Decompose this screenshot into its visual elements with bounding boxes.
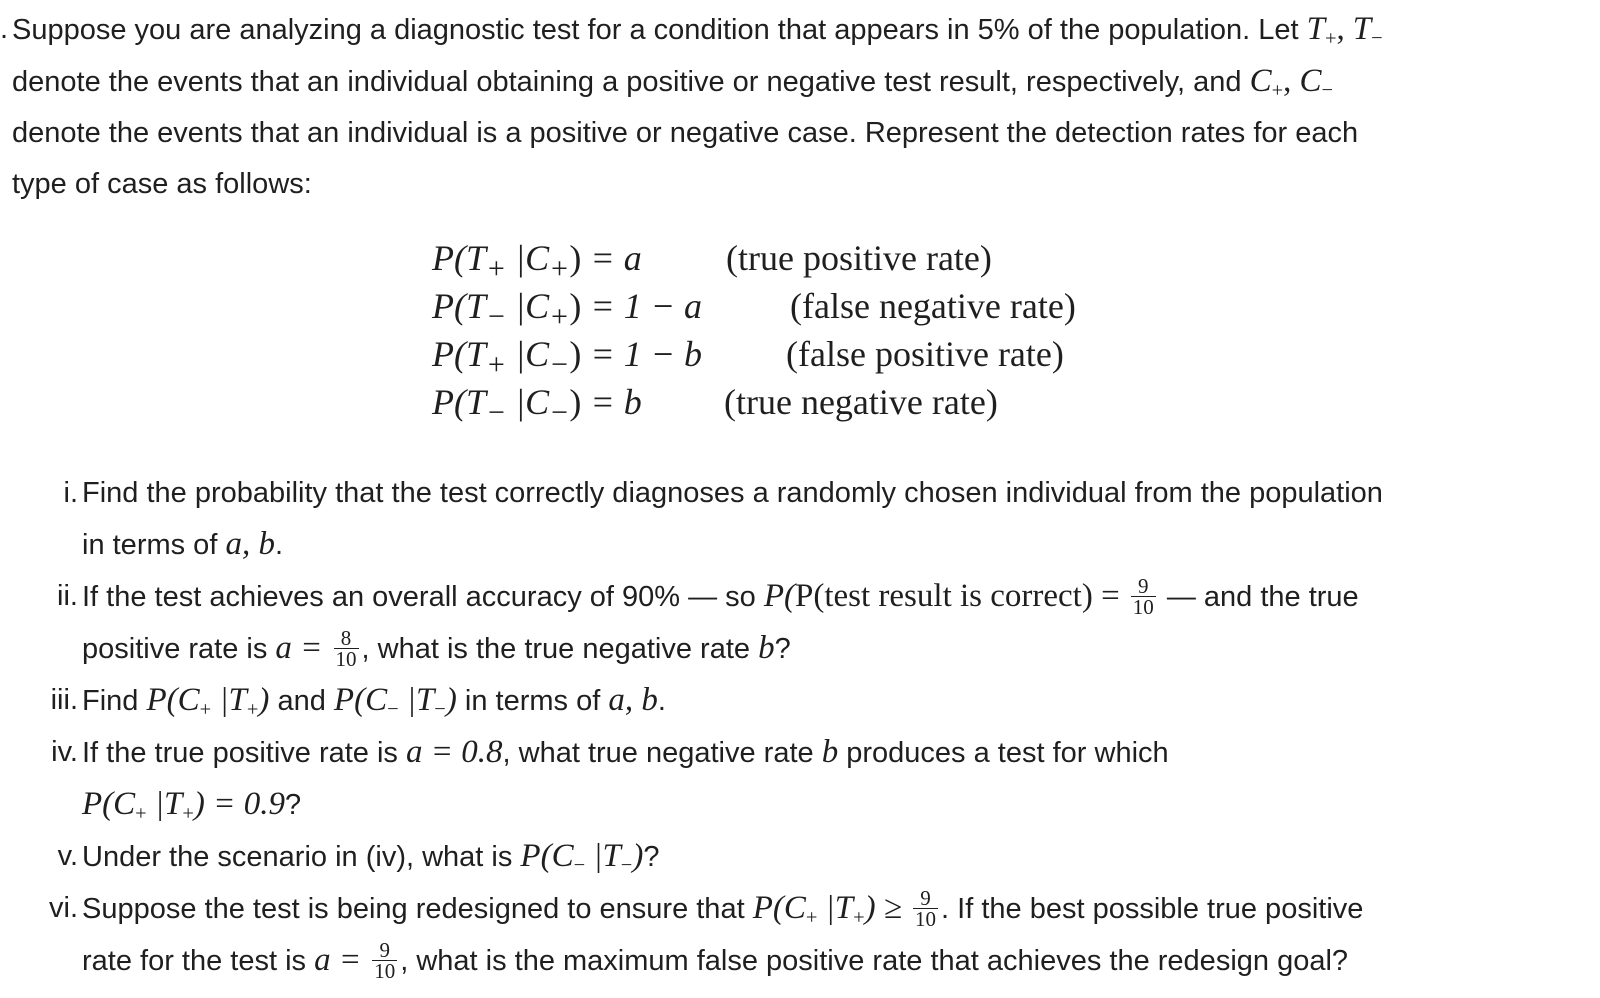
question-ii: ii. If the test achieves an overall accuracy of 90% — so P(P(test result is correct) = $\frac{9}{10}$ — and the true positive rate is a = $\frac{8}{10}$ , what is the true negative rate b? — [0, 571, 1560, 675]
intro-line-2: denote the events that an individual obtaining a positive or negative test result, respectively, and $C_+$, $C_-$ — [12, 63, 1333, 102]
question-vi: vi. Suppose the test is being redesigned to ensure that $P(C_+$ $|T_+$) ≥ $\frac{9}{10}$ . If the best possible true positive rate for the test is a = $\frac{9}{10}$ , what is the maximum false positive rate that achieves the redesign goal? — [0, 883, 1560, 987]
question-iv: iv. If the true positive rate is a = 0.8, what true negative rate b produces a test for which $P(C_+$ $|T_+) = 0.9$? — [0, 727, 1560, 831]
intro-line-1: Suppose you are analyzing a diagnostic test for a condition that appears in 5% of the population. Let $T_+$, $T_-$ — [12, 11, 1383, 50]
fraction-8-10: $\frac{8}{10}$ — [335, 625, 357, 671]
question-number: ii. — [57, 580, 78, 612]
fraction-9-10: $\frac{9}{10}$ — [374, 937, 396, 983]
question-number: v. — [57, 840, 78, 872]
math-C-plus: $C_+$ — [1249, 63, 1284, 102]
math-T-plus: $T_+$ — [1306, 11, 1337, 50]
intro-line-3: denote the events that an individual is a positive or negative case. Represent the detection rates for each — [12, 117, 1359, 149]
leading-punctuation: . — [0, 13, 9, 45]
question-i: i. Find the probability that the test correctly diagnoses a randomly chosen individual from the population in terms of a, b. — [0, 468, 1560, 571]
math-C-minus: $C_-$ — [1299, 63, 1333, 102]
math-p-correct-label: P(test result is correct) — [795, 578, 1093, 614]
question-number: iv. — [51, 736, 78, 768]
question-v: v. Under the scenario in (iv), what is $P(C_-$ $|T_-$)? — [0, 831, 1560, 883]
desc-false-positive: (false positive rate) — [786, 334, 1064, 374]
intro-line-4: type of case as follows: — [12, 168, 312, 200]
question-number: i. — [63, 477, 78, 509]
question-list — [0, 468, 1560, 987]
desc-false-negative: (false negative rate) — [790, 286, 1076, 326]
question-number: iii. — [50, 684, 78, 716]
rate-equations: $P(T_+$ $|C_+) = a$ (true positive rate) $P(T_-$ $|C_+) = 1 - a$ (false negative rate) $P(T_+$ $|C_-) = 1 - b$ (false positive rate) $P(T_-$ $|C_-) = b$ (true negative rate) — [432, 234, 1192, 434]
fraction-9-10: $\frac{9}{10}$ — [1132, 573, 1154, 619]
fraction-9-10: $\frac{9}{10}$ — [915, 885, 937, 931]
desc-true-negative: (true negative rate) — [724, 382, 998, 422]
question-iii: iii. Find $P(C_+$ $|T_+$) and $P(C_-$ $|T_-$) in terms of a, b. — [0, 675, 1560, 727]
desc-true-positive: (true positive rate) — [726, 238, 992, 278]
problem-intro — [12, 4, 1572, 210]
question-number: vi. — [49, 892, 78, 924]
math-T-minus: $T_-$ — [1352, 11, 1383, 50]
